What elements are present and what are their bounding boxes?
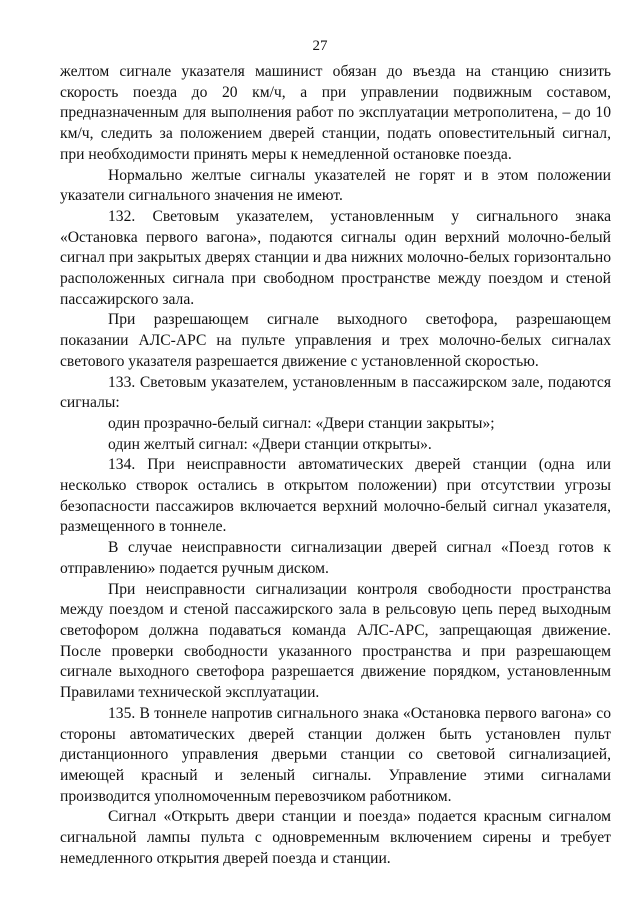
paragraph-signal-closed: один прозрачно-белый сигнал: «Двери станции закрыты»; [108,414,495,432]
paragraph-item-132: 132. Световым указателем, установленным у сигнального знака «Остановка первого вагона», подаются сигналы один верхний молочно-белый сигнал при закрытых дверях станции и два нижних молочно-белых горизонтально расположенных сигнала при свободном пространстве между поездом и стеной пассажирского зала. [60,207,611,308]
page-number: 27 [312,38,328,54]
paragraph-continuation: желтом сигнале указателя машинист обязан до въезда на станцию снизить скорость поезда до 20 км/ч, а при управлении подвижным составом, предназначенным для выполнения работ по эксплуатации метрополитена, – до 10 км/ч, следить за положением дверей станции, подать оповестительный сигнал, при необходимости принять меры к немедленной остановке поезда. [60,63,611,163]
paragraph: При разрешающем сигнале выходного светофора, разрешающем показании АЛС-АРС на пульте управления и трех молочно-белых сигналах светового указателя разрешается движение с установленной скоростью. [60,311,611,370]
document-body [60,62,611,869]
paragraph-item-134: 134. При неисправности автоматических дверей станции (одна или несколько створок остались в открытом положении) при отсутствии угрозы безопасности пассажиров включается верхний молочно-белый сигнал указателя, размещенного в тоннеле. [60,456,611,536]
paragraph-item-133: 133. Световым указателем, установленным в пассажирском зале, подаются сигналы: [60,373,611,412]
paragraph: Нормально желтые сигналы указателей не горят и в этом положении указатели сигнального значения не имеют. [60,166,611,205]
paragraph-signal-open: один желтый сигнал: «Двери станции открыты». [108,435,432,453]
paragraph: При неисправности сигнализации контроля свободности пространства между поездом и стеной пассажирского зала в рельсовую цепь перед выходным светофором должна подаваться команда АЛС-АРС, запрещающая движение. После проверки свободности указанного пространства и при разрешающем сигнале выходного светофора разрешается движение порядком, установленным Правилами технической эксплуатации. [60,580,611,702]
paragraph: В случае неисправности сигнализации дверей сигнал «Поезд готов к отправлению» подается ручным диском. [60,539,611,577]
paragraph-item-135: 135. В тоннеле напротив сигнального знака «Остановка первого вагона» со стороны автоматических дверей станции должен быть установлен пульт дистанционного управления дверьми станции со световой сигнализацией, имеющей красный и зеленый сигналы. Управление этими сигналами производится уполномоченным перевозчиком работником. [60,704,611,805]
paragraph: Сигнал «Открыть двери станции и поезда» подается красным сигналом сигнальной лампы пульта с одновременным включением сирены и требует немедленного открытия дверей поезда и станции. [60,808,611,867]
